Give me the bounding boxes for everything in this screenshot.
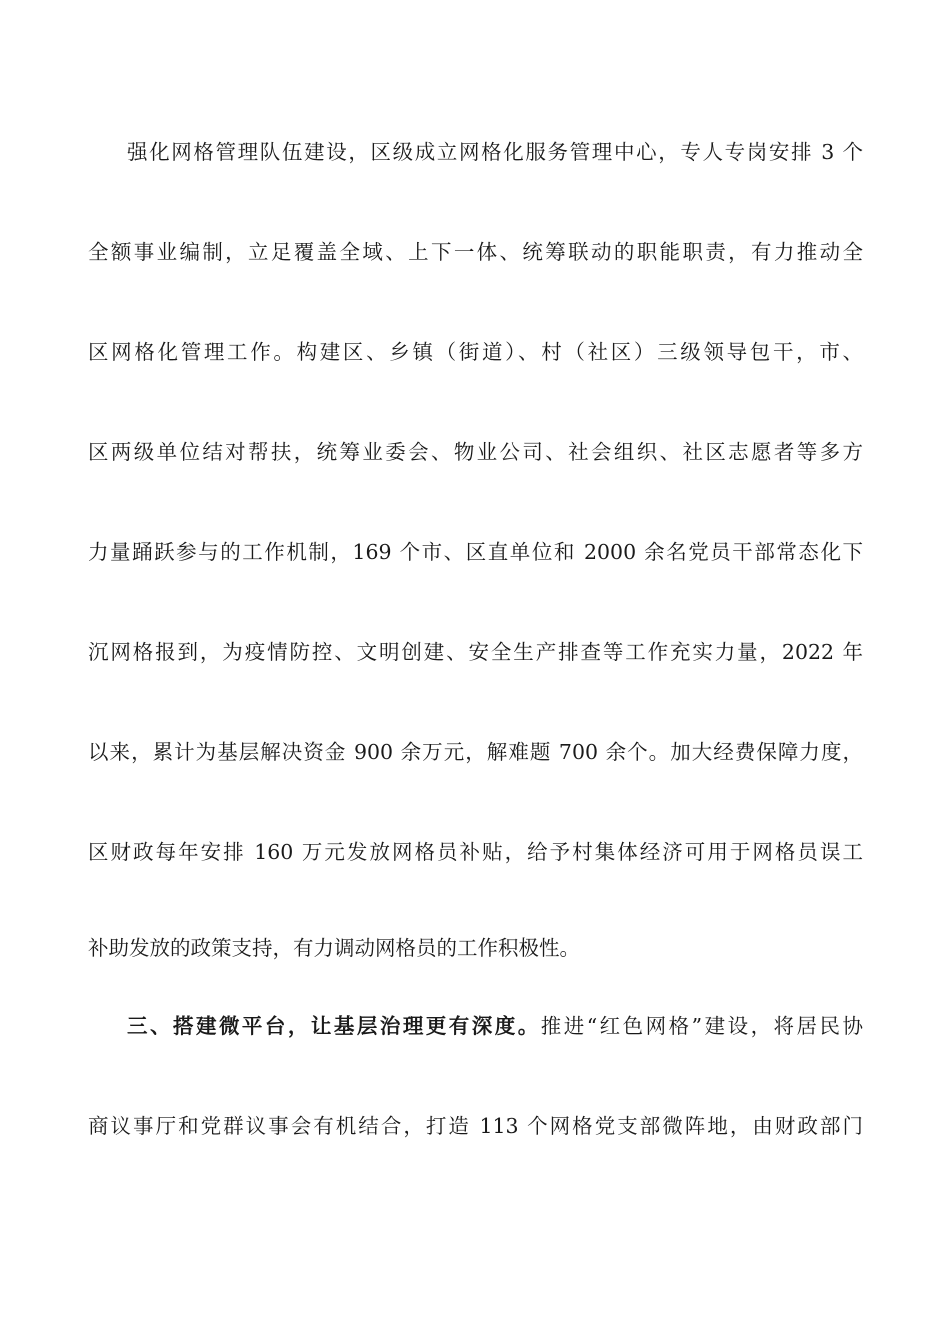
paragraph-1-line-5: 力量踊跃参与的工作机制，169 个市、区直单位和 2000 余名党员干部常态化下 [88, 540, 863, 564]
paragraph-1-line-8: 区财政每年安排 160 万元发放网格员补贴，给予村集体经济可用于网格员误工 [88, 840, 863, 864]
paragraph-2-line-1-rest: 推进“红色网格”建设，将居民协 [540, 1014, 864, 1038]
paragraph-1-line-3: 区网格化管理工作。构建区、乡镇（街道）、村（社区）三级领导包干，市、 [88, 340, 863, 364]
paragraph-1-line-4: 区两级单位结对帮扶，统筹业委会、物业公司、社会组织、社区志愿者等多方 [88, 440, 863, 464]
paragraph-1-line-9: 补助发放的政策支持，有力调动网格员的工作积极性。 [88, 936, 580, 960]
paragraph-1-line-7: 以来，累计为基层解决资金 900 余万元，解难题 700 余个。加大经费保障力度， [88, 740, 863, 764]
paragraph-1-line-1: 强化网格管理队伍建设，区级成立网格化服务管理中心，专人专岗安排 3 个 [127, 140, 863, 164]
paragraph-1-line-6: 沉网格报到，为疫情防控、文明创建、安全生产排查等工作充实力量，2022 年 [88, 640, 863, 664]
paragraph-2-line-1 [127, 1012, 863, 1040]
section-heading: 三、搭建微平台，让基层治理更有深度。 [127, 1014, 541, 1038]
paragraph-2-line-2: 商议事厅和党群议事会有机结合，打造 113 个网格党支部微阵地，由财政部门 [88, 1114, 863, 1138]
paragraph-1-line-2: 全额事业编制，立足覆盖全域、上下一体、统筹联动的职能职责，有力推动全 [88, 240, 863, 264]
